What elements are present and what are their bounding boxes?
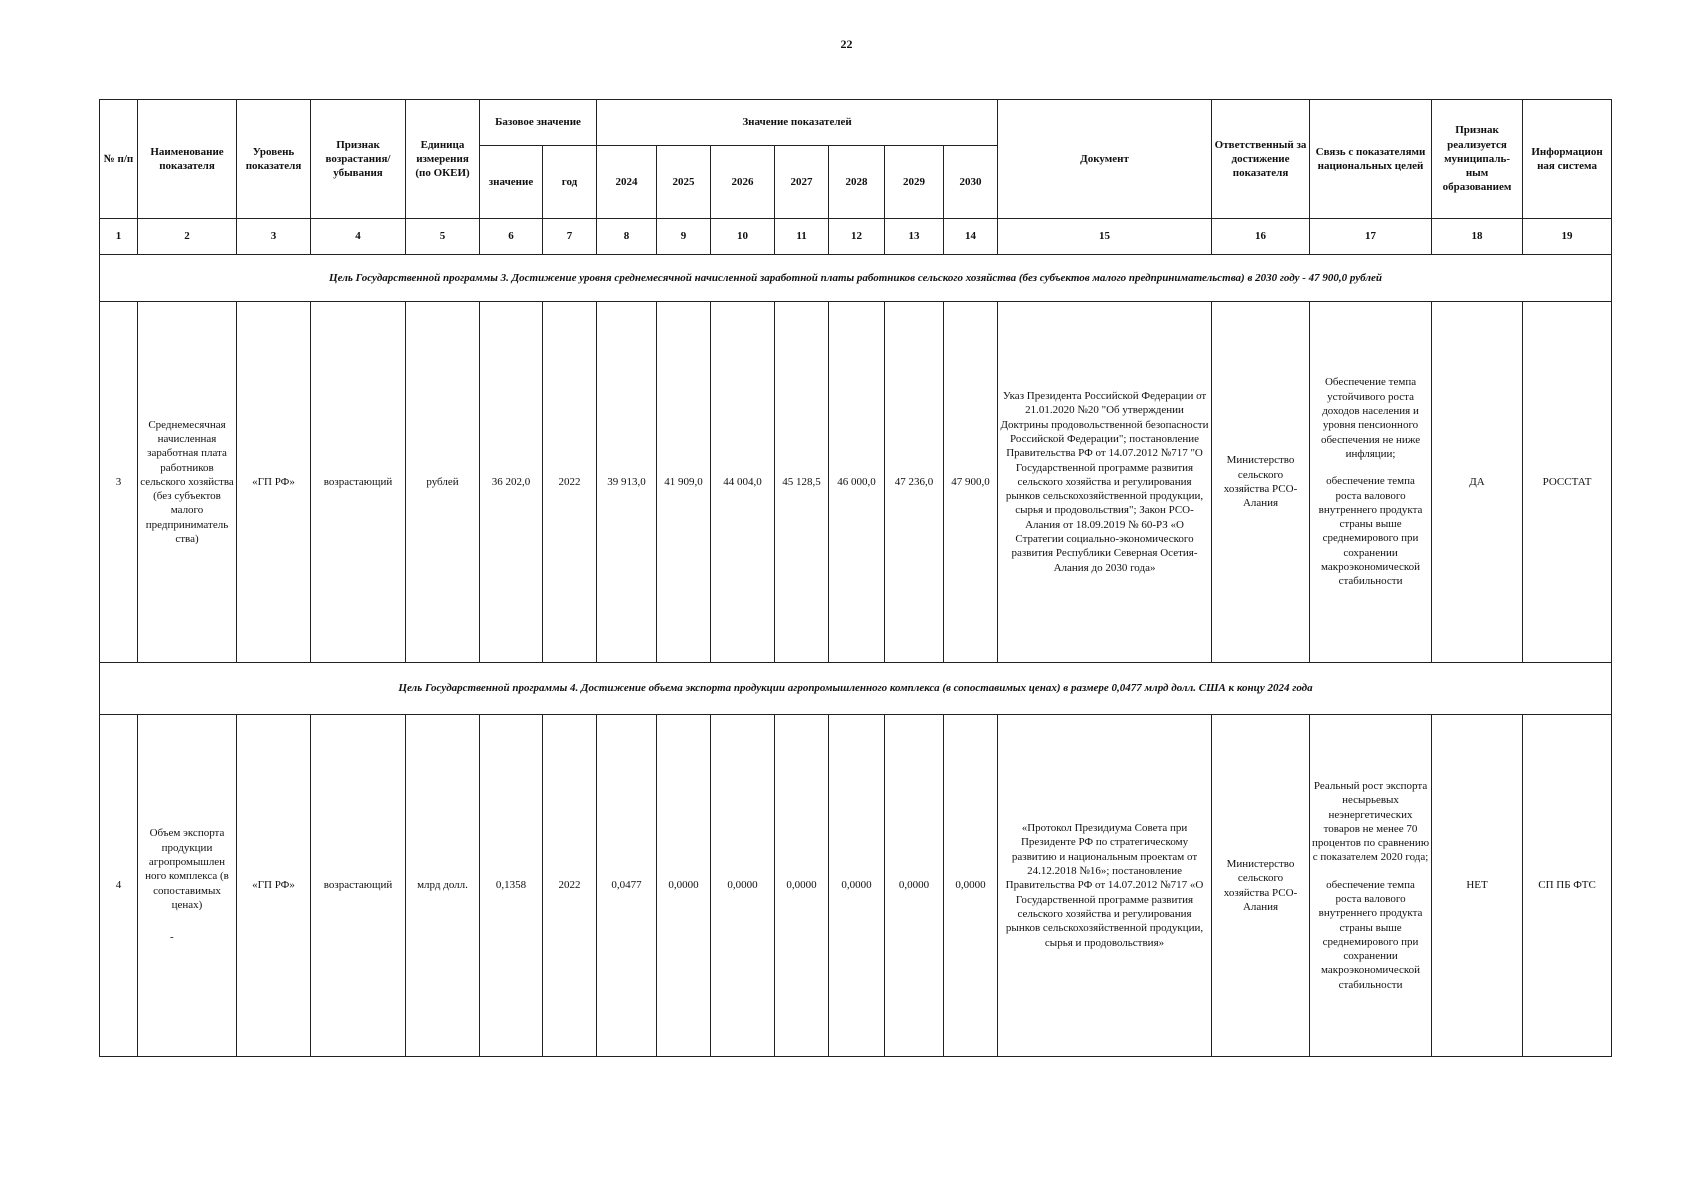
- column-number: 10: [711, 219, 775, 255]
- header-municipal: Признак реализуется муниципаль-ным образованием: [1432, 100, 1523, 219]
- indicator-name: Среднемесячная начисленная заработная плата работников сельского хозяйства (без субъектов малого предприниматель ства): [138, 302, 237, 663]
- column-number: 3: [237, 219, 311, 255]
- indicator-dash: -: [170, 931, 174, 944]
- indicator-sign: возрастающий: [311, 715, 406, 1057]
- national-goal-1: Обеспечение темпа устойчивого роста доходов населения и уровня пенсионного обеспечения не ниже инфляции;: [1320, 376, 1421, 460]
- header-year: 2030: [944, 146, 998, 219]
- national-goal-1: Реальный рост экспорта несырьевых неэнергетических товаров не менее 70 процентов по сравнению с показателем 2020 года;: [1312, 779, 1430, 864]
- column-number: 1: [100, 219, 138, 255]
- column-number: 4: [311, 219, 406, 255]
- base-year: 2022: [543, 715, 597, 1057]
- header-values-group: Значение показателей: [597, 100, 998, 146]
- value-cell: 39 913,0: [597, 302, 657, 663]
- row-num: 3: [100, 302, 138, 663]
- header-level: Уровень показателя: [237, 100, 311, 219]
- column-number: 8: [597, 219, 657, 255]
- indicator-level: «ГП РФ»: [237, 715, 311, 1057]
- column-number: 19: [1523, 219, 1612, 255]
- header-base-value: значение: [480, 146, 543, 219]
- national-goals-link: [1310, 715, 1432, 1057]
- base-value: 0,1358: [480, 715, 543, 1057]
- goal-row: [100, 663, 1612, 715]
- column-number: 18: [1432, 219, 1523, 255]
- national-goals-link: [1310, 302, 1432, 663]
- column-number: 5: [406, 219, 480, 255]
- value-cell: 0,0000: [657, 715, 711, 1057]
- header-unit: Единица измерения (по ОКЕИ): [406, 100, 480, 219]
- header-base-group: Базовое значение: [480, 100, 597, 146]
- goal-row: [100, 255, 1612, 302]
- column-numbers-row: [100, 219, 1612, 255]
- value-cell: 0,0000: [711, 715, 775, 1057]
- column-number: 2: [138, 219, 237, 255]
- base-value: 36 202,0: [480, 302, 543, 663]
- header-year: 2029: [885, 146, 944, 219]
- header-base-year: год: [543, 146, 597, 219]
- header-num: № п/п: [100, 100, 138, 219]
- header-name: Наименование показателя: [138, 100, 237, 219]
- goal-text: Цель Государственной программы 4. Достижение объема экспорта продукции агропромышленного комплекса (в сопоставимых ценах) в размере 0,0477 млрд долл. США к концу 2024 года: [100, 663, 1612, 715]
- value-cell: 41 909,0: [657, 302, 711, 663]
- value-cell: 0,0000: [885, 715, 944, 1057]
- column-number: 14: [944, 219, 998, 255]
- column-number: 12: [829, 219, 885, 255]
- goal-text: Цель Государственной программы 3. Достижение уровня среднемесячной начисленной заработной платы работников сельского хозяйства (без субъектов малого предпринимательства) в 2030 году - 47 900,0 рублей: [100, 255, 1612, 302]
- header-sign: Признак возрастания/ убывания: [311, 100, 406, 219]
- info-system: СП ПБ ФТС: [1523, 715, 1612, 1057]
- municipal-flag: НЕТ: [1432, 715, 1523, 1057]
- header-year: 2026: [711, 146, 775, 219]
- header-year: 2025: [657, 146, 711, 219]
- indicator-level: «ГП РФ»: [237, 302, 311, 663]
- column-number: 16: [1212, 219, 1310, 255]
- header-responsible: Ответственный за достижение показателя: [1212, 100, 1310, 219]
- value-cell: 46 000,0: [829, 302, 885, 663]
- municipal-flag: ДА: [1432, 302, 1523, 663]
- header-info-system: Информацион ная система: [1523, 100, 1612, 219]
- value-cell: 45 128,5: [775, 302, 829, 663]
- header-year: 2027: [775, 146, 829, 219]
- document-text: «Протокол Президиума Совета при Президенте РФ по стратегическому развитию и национальным проектам от 24.12.2018 №16»; постановление Правительства РФ от 14.07.2012 №717 «О Государственной программе развития сельского хозяйства и регулирования рынков сельскохозяйственной продукции, сырья и продовольствия»: [998, 715, 1212, 1057]
- column-number: 13: [885, 219, 944, 255]
- column-number: 6: [480, 219, 543, 255]
- base-year: 2022: [543, 302, 597, 663]
- document-text: Указ Президента Российской Федерации от 21.01.2020 №20 "Об утверждении Доктрины продовольственной безопасности Российской Федерации"; постановление Правительства РФ от 14.07.2012 №717 "О Государственной программе развития сельского хозяйства и регулирования рынков сельскохозяйственной продукции, сырья и продовольствия"; Закон РСО-Алания от 18.09.2019 № 60-РЗ «О Стратегии социально-экономического развития Республики Северная Осетия-Алания до 2030 года»: [998, 302, 1212, 663]
- column-number: 17: [1310, 219, 1432, 255]
- national-goal-2: обеспечение темпа роста валового внутреннего продукта страны выше среднемирового при сохранении макроэкономической стабильности: [1318, 878, 1423, 991]
- header-year: 2024: [597, 146, 657, 219]
- responsible: Министерство сельского хозяйства РСО-Алания: [1212, 302, 1310, 663]
- column-number: 11: [775, 219, 829, 255]
- indicator-unit: млрд долл.: [406, 715, 480, 1057]
- value-cell: 0,0477: [597, 715, 657, 1057]
- indicator-name-cell: [138, 715, 237, 1057]
- header-row-1: [100, 100, 1612, 146]
- info-system: РОССТАТ: [1523, 302, 1612, 663]
- value-cell: 47 900,0: [944, 302, 998, 663]
- page-number: 22: [840, 37, 853, 51]
- column-number: 9: [657, 219, 711, 255]
- national-goal-2: обеспечение темпа роста валового внутреннего продукта страны выше среднемирового при сохранении макроэкономической стабильности: [1318, 475, 1423, 588]
- responsible: Министерство сельского хозяйства РСО-Алания: [1212, 715, 1310, 1057]
- value-cell: 44 004,0: [711, 302, 775, 663]
- header-document: Документ: [998, 100, 1212, 219]
- table-row: [100, 715, 1612, 1057]
- value-cell: 0,0000: [775, 715, 829, 1057]
- table-row: [100, 302, 1612, 663]
- header-year: 2028: [829, 146, 885, 219]
- header-link: Связь с показателями национальных целей: [1310, 100, 1432, 219]
- column-number: 7: [543, 219, 597, 255]
- value-cell: 47 236,0: [885, 302, 944, 663]
- row-num: 4: [100, 715, 138, 1057]
- indicators-table: [99, 99, 1612, 1057]
- column-number: 15: [998, 219, 1212, 255]
- indicator-unit: рублей: [406, 302, 480, 663]
- value-cell: 0,0000: [944, 715, 998, 1057]
- value-cell: 0,0000: [829, 715, 885, 1057]
- indicator-name: Объем экспорта продукции агропромышлен ного комплекса (в сопоставимых ценах): [145, 827, 229, 911]
- indicator-sign: возрастающий: [311, 302, 406, 663]
